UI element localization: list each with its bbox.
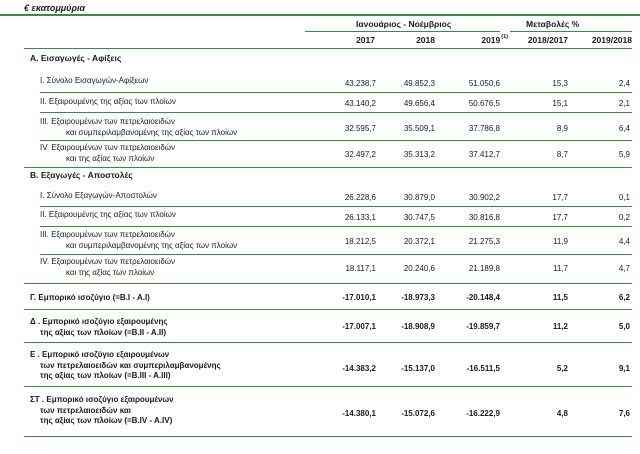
row-label: IV. Εξαιρουμένων των πετρελαιοειδών (40, 257, 176, 266)
value-2018: 35.509,1 (403, 124, 435, 133)
row-label: και της αξίας των πλοίων (66, 153, 155, 163)
row-label: Γ. Εμπορικό ισοζύγιο (=B.I - A.I) (30, 293, 150, 302)
value-2017: -17.007,1 (342, 322, 376, 331)
value-2018: 30.879,0 (403, 193, 435, 202)
value-2018: -15.072,6 (401, 409, 435, 418)
row-divider (40, 206, 632, 207)
row-divider (24, 386, 632, 387)
value-2018: 35.313,2 (403, 150, 435, 159)
change-2018-2017: 17,7 (552, 213, 568, 222)
row-divider (24, 309, 632, 310)
row-divider (40, 226, 632, 227)
row-label: Ι. Σύνολο Εξαγωγών-Αποστολών (40, 191, 157, 200)
value-2019: 50.676,5 (468, 99, 500, 108)
footnote-marker: (1) (501, 34, 508, 40)
value-2017: -17.010,1 (342, 293, 376, 302)
change-2018-2017-header: 2018/2017 (527, 35, 568, 45)
row-divider (40, 254, 632, 255)
row-label: ΙΙΙ. Εξαιρουμένων των πετρελαιοειδών (40, 230, 175, 239)
row-label: IV. Εξαιρουμένων των πετρελαιοειδών (40, 143, 176, 152)
year-2019-header: 2019$^{(1)}$ (481, 34, 508, 45)
row-label: Ι. Σύνολο Εισαγωγών-Αφίξεων (40, 76, 149, 85)
value-2019: -19.859,7 (466, 322, 500, 331)
year-2018-header: 2018 (416, 35, 435, 45)
value-2019: -20.148,4 (466, 293, 500, 302)
value-2019: 30.816,8 (468, 213, 500, 222)
value-2019: -16.511,5 (466, 364, 500, 373)
value-2019: 37.786,8 (468, 124, 500, 133)
value-2017: -14.380,1 (342, 409, 376, 418)
value-2017: 18.212,5 (344, 237, 376, 246)
change-2019-2018: 0,1 (618, 193, 630, 202)
value-2019: 51.050,6 (468, 79, 500, 88)
value-2018: 49.852,3 (403, 79, 435, 88)
row-divider (24, 436, 632, 437)
change-2018-2017: 11,7 (553, 264, 568, 273)
row-label: και συμπεριλαμβανομένης της αξίας των πλοίων (66, 127, 238, 137)
change-2018-2017: 4,8 (556, 409, 568, 418)
exports-section-title: Β. Εξαγωγές - Αποστολές (30, 170, 133, 180)
row-label: της αξίας των πλοίων (=B.III - A.III) (40, 371, 171, 380)
change-2018-2017: 17,7 (552, 193, 568, 202)
change-2019-2018: 9,1 (618, 364, 630, 373)
row-label: της αξίας των πλοίων (=B.IV - A.IV) (40, 416, 173, 425)
value-2017: 32.497,2 (344, 150, 376, 159)
value-2017: 43.140,2 (344, 99, 376, 108)
row-divider (40, 112, 632, 113)
changes-header-rule (510, 31, 632, 32)
change-2018-2017: 8,9 (556, 124, 568, 133)
row-label: της αξίας των πλοίων (=B.II - A.II) (40, 327, 167, 337)
value-2017: 18.117,1 (345, 264, 376, 273)
row-divider (24, 283, 632, 284)
change-2019-2018: 2,1 (618, 99, 630, 108)
row-label: των πετρελαιοειδών και (40, 405, 132, 415)
row-label: και συμπεριλαμβανομένης της αξίας των πλοίων (66, 240, 238, 250)
changes-header: Μεταβολές % (526, 19, 580, 29)
value-2018: -15.137,0 (401, 364, 435, 373)
row-divider (40, 140, 632, 141)
period-header: Ιανουάριος - Νοέμβριος (356, 19, 452, 29)
row-label: Δ . Εμπορικό ισοζύγιο εξαιρουμένης (30, 317, 168, 326)
row-label: των πετρελαιοειδών και συμπεριλαμβανομένης (40, 360, 221, 370)
row-label: και της αξίας των πλοίων (66, 267, 155, 277)
value-2018: 30.747,5 (403, 213, 435, 222)
value-2017: 32.595,7 (344, 124, 376, 133)
value-2019: 30.902,2 (468, 193, 500, 202)
value-2019: 21.275,3 (468, 237, 500, 246)
header-bottom-rule (24, 48, 632, 49)
row-label: ΙΙΙ. Εξαιρουμένων των πετρελαιοειδών (40, 117, 175, 126)
row-label: Ε . Εμπορικό ισοζύγιο εξαιρουμένων (30, 350, 170, 359)
value-2019: 21.189,8 (468, 264, 500, 273)
change-2019-2018: 4,4 (618, 237, 630, 246)
change-2019-2018: 5,0 (618, 322, 630, 331)
change-2019-2018: 6,2 (618, 293, 630, 302)
change-2018-2017: 15,3 (552, 79, 568, 88)
period-header-rule (305, 31, 500, 32)
change-2018-2017: 5,2 (556, 364, 568, 373)
change-2019-2018: 4,7 (618, 264, 630, 273)
change-2018-2017: 8,7 (556, 150, 568, 159)
value-2017: 26.228,6 (344, 193, 376, 202)
change-2019-2018-header: 2019/2018 (591, 35, 632, 45)
change-2019-2018: 0,2 (618, 213, 630, 222)
value-2017: 43.238,7 (344, 79, 376, 88)
change-2018-2017: 11,9 (553, 237, 568, 246)
value-2017: 26.133,1 (344, 213, 376, 222)
change-2019-2018: 2,4 (618, 79, 630, 88)
value-2018: -18.973,3 (401, 293, 435, 302)
value-2019: -16.222,9 (466, 409, 500, 418)
change-2019-2018: 6,4 (618, 124, 630, 133)
row-label: ΙΙ. Εξαιρουμένης της αξίας των πλοίων (40, 210, 176, 219)
row-divider (24, 342, 632, 343)
unit-label: € εκατομμύρια (24, 3, 86, 13)
change-2018-2017: 15,1 (552, 99, 568, 108)
value-2019: 37.412,7 (468, 150, 500, 159)
row-label: ΣΤ . Εμπορικό ισοζύγιο εξαιρουμένων (30, 395, 174, 404)
change-2019-2018: 5,9 (618, 150, 630, 159)
row-divider (40, 92, 632, 93)
top-rule (0, 14, 640, 16)
imports-section-title: Α. Εισαγωγές - Αφίξεις (30, 53, 122, 63)
value-2018: 20.372,1 (403, 237, 435, 246)
value-2018: 20.240,6 (403, 264, 435, 273)
value-2018: -18.908,9 (401, 322, 435, 331)
change-2019-2018: 7,6 (618, 409, 630, 418)
change-2018-2017: 11,5 (552, 293, 568, 302)
row-divider (24, 167, 632, 168)
row-label: ΙΙ. Εξαιρουμένης της αξίας των πλοίων (40, 97, 176, 106)
change-2018-2017: 11,2 (552, 322, 568, 331)
value-2017: -14.383,2 (342, 364, 376, 373)
value-2018: 49.656,4 (403, 99, 435, 108)
year-2017-header: 2017 (356, 35, 375, 45)
